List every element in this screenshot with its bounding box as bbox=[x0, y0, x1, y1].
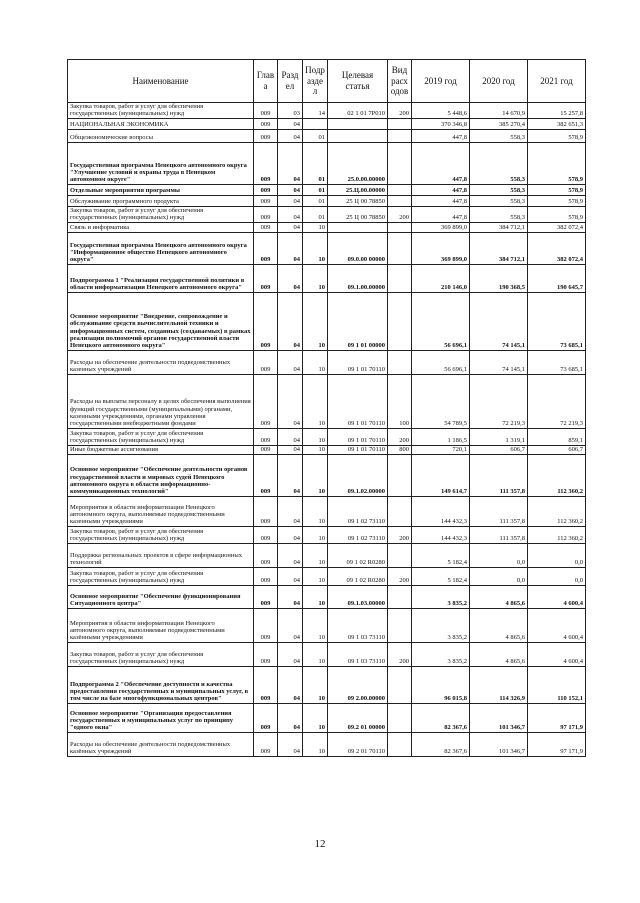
row-chapter: 009 bbox=[254, 496, 278, 526]
row-2019: 210 146,0 bbox=[412, 264, 470, 292]
table-row bbox=[68, 543, 586, 567]
row-2019: 149 614,7 bbox=[412, 454, 470, 496]
row-target-item: 09 1 03 73110 bbox=[328, 642, 388, 666]
row-expense-type bbox=[388, 496, 412, 526]
table-row bbox=[68, 496, 586, 526]
page-number: 12 bbox=[314, 838, 326, 850]
row-chapter: 009 bbox=[254, 526, 278, 543]
row-subsection: 10 bbox=[303, 374, 328, 428]
row-expense-type bbox=[388, 703, 412, 732]
row-target-item: 09.1.00.00000 bbox=[328, 264, 388, 292]
row-target-item: 09 1 02 73110 bbox=[328, 526, 388, 543]
table-row bbox=[68, 264, 586, 292]
row-2021: 112 360,2 bbox=[528, 496, 586, 526]
row-2020: 4 865,6 bbox=[470, 642, 528, 666]
row-name: Закупка товаров, работ и услуг для обеспечения государственных (муниципальных) нужд bbox=[68, 567, 254, 585]
row-chapter: 009 bbox=[254, 567, 278, 585]
row-target-item: 09 1 03 73110 bbox=[328, 608, 388, 642]
row-2020: 558,3 bbox=[470, 184, 528, 195]
row-2021: 72 219,3 bbox=[528, 374, 586, 428]
row-2019: 144 432,3 bbox=[412, 496, 470, 526]
row-expense-type bbox=[388, 184, 412, 195]
table-body bbox=[68, 103, 586, 757]
row-section: 04 bbox=[278, 496, 303, 526]
row-chapter: 009 bbox=[254, 374, 278, 428]
row-2019: 370 346,8 bbox=[412, 118, 470, 129]
row-2019: 369 899,0 bbox=[412, 222, 470, 232]
row-target-item: 09 1 02 R0280 bbox=[328, 567, 388, 585]
table-row bbox=[68, 129, 586, 142]
table-row bbox=[68, 428, 586, 445]
row-subsection: 01 bbox=[303, 129, 328, 142]
row-2019: 56 696,1 bbox=[412, 292, 470, 350]
row-target-item: 25 Ц 00 78850 bbox=[328, 195, 388, 206]
row-2019: 5 448,6 bbox=[412, 103, 470, 119]
row-expense-type: 200 bbox=[388, 428, 412, 445]
row-2019: 3 835,2 bbox=[412, 608, 470, 642]
row-2021: 15 257,8 bbox=[528, 103, 586, 119]
row-expense-type bbox=[388, 543, 412, 567]
row-chapter: 009 bbox=[254, 232, 278, 264]
row-chapter: 009 bbox=[254, 118, 278, 129]
row-target-item: 25 Ц 00 78850 bbox=[328, 206, 388, 222]
table-row bbox=[68, 567, 586, 585]
row-2021: 110 152,1 bbox=[528, 666, 586, 703]
row-2021: 859,1 bbox=[528, 428, 586, 445]
row-name: Общеэкономические вопросы bbox=[68, 129, 254, 142]
row-expense-type bbox=[388, 454, 412, 496]
row-section: 04 bbox=[278, 142, 303, 184]
row-subsection: 10 bbox=[303, 445, 328, 454]
row-name: Закупка товаров, работ и услуг для обеспечения государственных (муниципальных) нужд bbox=[68, 642, 254, 666]
row-section: 04 bbox=[278, 264, 303, 292]
table-row bbox=[68, 222, 586, 232]
row-name: Основное мероприятие "Обеспечение деятельности органов государственной власти и мировых судей Ненецкого автономного округа в области информационно-коммуникационных технологий" bbox=[68, 454, 254, 496]
row-2020: 4 865,6 bbox=[470, 608, 528, 642]
row-section: 04 bbox=[278, 454, 303, 496]
row-name: Расходы на обеспечение деятельности подведомственных казённых учреждений bbox=[68, 732, 254, 756]
row-subsection: 01 bbox=[303, 206, 328, 222]
row-expense-type bbox=[388, 350, 412, 374]
row-section: 04 bbox=[278, 118, 303, 129]
row-2020: 101 346,7 bbox=[470, 703, 528, 732]
row-chapter: 009 bbox=[254, 608, 278, 642]
row-section: 04 bbox=[278, 374, 303, 428]
row-expense-type bbox=[388, 118, 412, 129]
row-section: 04 bbox=[278, 642, 303, 666]
row-name: Государственная программа Ненецкого автономного округа "Информационное общество Ненецкого автономного округа" bbox=[68, 232, 254, 264]
table-row bbox=[68, 608, 586, 642]
row-2020: 72 219,3 bbox=[470, 374, 528, 428]
row-name: Отдельные мероприятия программы bbox=[68, 184, 254, 195]
table-row bbox=[68, 585, 586, 608]
row-subsection: 10 bbox=[303, 264, 328, 292]
row-target-item bbox=[328, 118, 388, 129]
row-target-item: 09 1 01 70110 bbox=[328, 374, 388, 428]
row-subsection: 10 bbox=[303, 454, 328, 496]
row-2019: 3 835,2 bbox=[412, 642, 470, 666]
row-subsection: 10 bbox=[303, 292, 328, 350]
row-section: 04 bbox=[278, 732, 303, 756]
row-2020: 111 357,8 bbox=[470, 496, 528, 526]
row-2020: 558,3 bbox=[470, 129, 528, 142]
row-name: Обслуживание программного продукта bbox=[68, 195, 254, 206]
row-expense-type bbox=[388, 232, 412, 264]
table-row bbox=[68, 292, 586, 350]
table-row bbox=[68, 142, 586, 184]
row-name: Закупка товаров, работ и услуг для обеспечения государственных (муниципальных) нужд bbox=[68, 103, 254, 119]
row-target-item: 09 2.00.00000 bbox=[328, 666, 388, 703]
row-subsection: 14 bbox=[303, 103, 328, 119]
row-target-item: 09 1 01 70110 bbox=[328, 428, 388, 445]
row-chapter: 009 bbox=[254, 350, 278, 374]
row-section: 04 bbox=[278, 585, 303, 608]
row-2019: 5 182,4 bbox=[412, 567, 470, 585]
row-section: 04 bbox=[278, 292, 303, 350]
row-name: Расходы на обеспечение деятельности подведомственных казенных учреждений bbox=[68, 350, 254, 374]
row-expense-type bbox=[388, 585, 412, 608]
row-expense-type bbox=[388, 732, 412, 756]
row-subsection: 01 bbox=[303, 142, 328, 184]
row-expense-type: 200 bbox=[388, 103, 412, 119]
row-section: 04 bbox=[278, 232, 303, 264]
row-subsection: 10 bbox=[303, 232, 328, 264]
row-target-item: 09.1.03.00000 bbox=[328, 585, 388, 608]
row-section: 04 bbox=[278, 184, 303, 195]
table-row bbox=[68, 374, 586, 428]
row-2021: 382 072,4 bbox=[528, 222, 586, 232]
row-name: Поддержка региональных проектов в сфере информационных технологий bbox=[68, 543, 254, 567]
row-chapter: 009 bbox=[254, 642, 278, 666]
row-2020: 4 865,6 bbox=[470, 585, 528, 608]
table-row bbox=[68, 454, 586, 496]
row-2021: 382 651,3 bbox=[528, 118, 586, 129]
row-2021: 73 685,1 bbox=[528, 350, 586, 374]
row-name: Мероприятия в области информатизации Ненецкого автономного округа, выполняемые подведомственными казенными учреждениями bbox=[68, 496, 254, 526]
header-2019: 2019 год bbox=[412, 60, 470, 103]
row-chapter: 009 bbox=[254, 292, 278, 350]
row-target-item bbox=[328, 222, 388, 232]
row-section: 04 bbox=[278, 129, 303, 142]
row-section: 04 bbox=[278, 350, 303, 374]
row-2019: 96 015,8 bbox=[412, 666, 470, 703]
row-2019: 56 696,1 bbox=[412, 350, 470, 374]
row-2021: 578,9 bbox=[528, 129, 586, 142]
row-2019: 82 367,6 bbox=[412, 703, 470, 732]
row-name: Подпрограмма 2 "Обеспечение доступности и качества предоставления государственных и муниципальных услуг, в том числе на базе многофункциональных центров" bbox=[68, 666, 254, 703]
header-expense-type: Вид расходов bbox=[388, 60, 412, 103]
row-chapter: 009 bbox=[254, 428, 278, 445]
row-name: Расходы на выплаты персоналу в целях обеспечения выполнения функций государственными (муниципальными) органами, казенными учреждениями, органами управления государственными внебюджетными фондами bbox=[68, 374, 254, 428]
row-name: Основное мероприятие "Внедрение, сопровождение и обслуживание средств вычислительной техники и информационных систем, созданных (создаваемых) в рамках реализации полномочий органов государственной власти Ненецкого автономного округа" bbox=[68, 292, 254, 350]
row-section: 04 bbox=[278, 206, 303, 222]
row-2020: 606,7 bbox=[470, 445, 528, 454]
row-name: Основное мероприятие "Организация предоставления государственных и муниципальных услуг по принципу "одного окна" bbox=[68, 703, 254, 732]
row-name: НАЦИОНАЛЬНАЯ ЭКОНОМИКА bbox=[68, 118, 254, 129]
row-chapter: 009 bbox=[254, 703, 278, 732]
row-2020: 558,3 bbox=[470, 206, 528, 222]
row-2019: 720,1 bbox=[412, 445, 470, 454]
row-expense-type bbox=[388, 264, 412, 292]
table-row bbox=[68, 350, 586, 374]
row-2020: 14 670,9 bbox=[470, 103, 528, 119]
row-expense-type bbox=[388, 142, 412, 184]
row-target-item: 09 1 01 70110 bbox=[328, 445, 388, 454]
row-expense-type bbox=[388, 666, 412, 703]
row-2020: 190 368,5 bbox=[470, 264, 528, 292]
header-subsection: Подраздел bbox=[303, 60, 328, 103]
row-section: 04 bbox=[278, 543, 303, 567]
row-2020: 111 357,8 bbox=[470, 526, 528, 543]
row-2019: 369 899,0 bbox=[412, 232, 470, 264]
row-2019: 5 182,4 bbox=[412, 543, 470, 567]
row-expense-type: 200 bbox=[388, 206, 412, 222]
row-chapter: 009 bbox=[254, 264, 278, 292]
row-chapter: 009 bbox=[254, 195, 278, 206]
row-2021: 97 171,9 bbox=[528, 732, 586, 756]
row-subsection: 10 bbox=[303, 703, 328, 732]
row-chapter: 009 bbox=[254, 585, 278, 608]
row-2019: 447,8 bbox=[412, 142, 470, 184]
table-row bbox=[68, 232, 586, 264]
row-chapter: 009 bbox=[254, 103, 278, 119]
row-2019: 1 186,5 bbox=[412, 428, 470, 445]
row-section: 04 bbox=[278, 445, 303, 454]
row-2020: 558,3 bbox=[470, 195, 528, 206]
row-chapter: 009 bbox=[254, 206, 278, 222]
row-target-item: 09 1 02 R0280 bbox=[328, 543, 388, 567]
row-name: Подпрограмма 1 "Реализация государственной политики в области информатизации Ненецкого автономного округа" bbox=[68, 264, 254, 292]
table-row bbox=[68, 642, 586, 666]
row-2019: 54 789,5 bbox=[412, 374, 470, 428]
row-target-item: 09 2 01 70110 bbox=[328, 732, 388, 756]
table-row bbox=[68, 445, 586, 454]
row-subsection: 10 bbox=[303, 496, 328, 526]
row-section: 04 bbox=[278, 195, 303, 206]
row-2020: 111 357,8 bbox=[470, 454, 528, 496]
row-target-item: 09.2 01 00000 bbox=[328, 703, 388, 732]
row-chapter: 009 bbox=[254, 732, 278, 756]
row-2021: 4 600,4 bbox=[528, 585, 586, 608]
row-expense-type: 200 bbox=[388, 526, 412, 543]
row-target-item: 09.1.02.00000 bbox=[328, 454, 388, 496]
row-2020: 114 326,9 bbox=[470, 666, 528, 703]
row-2021: 606,7 bbox=[528, 445, 586, 454]
row-target-item: 09 1 02 73110 bbox=[328, 496, 388, 526]
table-header-row bbox=[68, 60, 586, 103]
row-section: 04 bbox=[278, 222, 303, 232]
row-expense-type: 200 bbox=[388, 567, 412, 585]
row-2020: 384 712,1 bbox=[470, 222, 528, 232]
row-name: Закупка товаров, работ и услуг для обеспечения государственных (муниципальных) нужд bbox=[68, 206, 254, 222]
row-2020: 0,0 bbox=[470, 543, 528, 567]
row-2019: 3 835,2 bbox=[412, 585, 470, 608]
budget-table bbox=[67, 59, 586, 757]
row-name: Закупка товаров, работ и услуг для обеспечения государственных (муниципальных) нужд bbox=[68, 526, 254, 543]
row-2019: 447,8 bbox=[412, 206, 470, 222]
header-chapter: Глава bbox=[254, 60, 278, 103]
row-subsection bbox=[303, 118, 328, 129]
row-2021: 382 072,4 bbox=[528, 232, 586, 264]
row-name: Государственная программа Ненецкого автономного округа "Улучшение условий и охраны труда в Ненецком автономном округе" bbox=[68, 142, 254, 184]
header-2021: 2021 год bbox=[528, 60, 586, 103]
row-name: Мероприятия в области информатизации Ненецкого автономного округа, выполняемые подведомственными казёнными учреждениями bbox=[68, 608, 254, 642]
header-section: Раздел bbox=[278, 60, 303, 103]
row-target-item: 09.0.00 00000 bbox=[328, 232, 388, 264]
table-row bbox=[68, 103, 586, 119]
row-expense-type bbox=[388, 222, 412, 232]
row-chapter: 009 bbox=[254, 454, 278, 496]
row-target-item: 02 1 01 7Р010 bbox=[328, 103, 388, 119]
row-subsection: 10 bbox=[303, 222, 328, 232]
row-chapter: 009 bbox=[254, 184, 278, 195]
row-2019: 447,8 bbox=[412, 184, 470, 195]
row-chapter: 009 bbox=[254, 129, 278, 142]
table-row bbox=[68, 732, 586, 756]
row-chapter: 009 bbox=[254, 222, 278, 232]
row-2020: 558,3 bbox=[470, 142, 528, 184]
row-subsection: 10 bbox=[303, 567, 328, 585]
row-expense-type: 200 bbox=[388, 642, 412, 666]
row-2021: 73 685,1 bbox=[528, 292, 586, 350]
row-2021: 578,9 bbox=[528, 195, 586, 206]
row-name: Связь и информатика bbox=[68, 222, 254, 232]
row-subsection: 10 bbox=[303, 666, 328, 703]
row-section: 04 bbox=[278, 666, 303, 703]
row-name: Закупка товаров, работ и услуг для обеспечения государственных (муниципальных) нужд bbox=[68, 428, 254, 445]
row-2019: 82 367,6 bbox=[412, 732, 470, 756]
row-2021: 578,9 bbox=[528, 184, 586, 195]
row-2021: 190 645,7 bbox=[528, 264, 586, 292]
row-subsection: 10 bbox=[303, 585, 328, 608]
row-expense-type: 800 bbox=[388, 445, 412, 454]
row-target-item: 09 1 01 00000 bbox=[328, 292, 388, 350]
row-chapter: 009 bbox=[254, 666, 278, 703]
row-2021: 112 360,2 bbox=[528, 454, 586, 496]
row-2021: 578,9 bbox=[528, 142, 586, 184]
row-subsection: 10 bbox=[303, 428, 328, 445]
table-row bbox=[68, 195, 586, 206]
row-expense-type bbox=[388, 292, 412, 350]
row-section: 04 bbox=[278, 526, 303, 543]
row-section: 04 bbox=[278, 608, 303, 642]
row-name: Иные бюджетные ассигнования bbox=[68, 445, 254, 454]
row-expense-type bbox=[388, 608, 412, 642]
row-2020: 101 346,7 bbox=[470, 732, 528, 756]
row-target-item: 25.Ц.00.00000 bbox=[328, 184, 388, 195]
row-expense-type bbox=[388, 129, 412, 142]
row-subsection: 10 bbox=[303, 732, 328, 756]
row-2020: 384 712,1 bbox=[470, 232, 528, 264]
row-2020: 74 145,1 bbox=[470, 350, 528, 374]
row-subsection: 10 bbox=[303, 526, 328, 543]
row-2021: 578,9 bbox=[528, 206, 586, 222]
row-subsection: 10 bbox=[303, 642, 328, 666]
row-section: 03 bbox=[278, 103, 303, 119]
row-subsection: 10 bbox=[303, 350, 328, 374]
table-row bbox=[68, 118, 586, 129]
row-subsection: 10 bbox=[303, 608, 328, 642]
table-row bbox=[68, 526, 586, 543]
row-section: 04 bbox=[278, 567, 303, 585]
row-2021: 112 360,2 bbox=[528, 526, 586, 543]
header-target-item: Целевая статья bbox=[328, 60, 388, 103]
row-chapter: 009 bbox=[254, 142, 278, 184]
table-row bbox=[68, 184, 586, 195]
row-section: 04 bbox=[278, 428, 303, 445]
row-target-item: 25.0.00.00000 bbox=[328, 142, 388, 184]
row-2021: 0,0 bbox=[528, 567, 586, 585]
row-target-item bbox=[328, 129, 388, 142]
header-2020: 2020 год bbox=[470, 60, 528, 103]
row-2020: 385 270,4 bbox=[470, 118, 528, 129]
row-target-item: 09 1 01 70110 bbox=[328, 350, 388, 374]
row-subsection: 01 bbox=[303, 195, 328, 206]
row-subsection: 01 bbox=[303, 184, 328, 195]
row-2021: 4 600,4 bbox=[528, 642, 586, 666]
row-2020: 1 319,1 bbox=[470, 428, 528, 445]
row-2021: 0,0 bbox=[528, 543, 586, 567]
table-row bbox=[68, 666, 586, 703]
header-name: Наименование bbox=[68, 60, 254, 103]
row-expense-type: 100 bbox=[388, 374, 412, 428]
row-2019: 447,8 bbox=[412, 195, 470, 206]
row-2019: 144 432,3 bbox=[412, 526, 470, 543]
row-chapter: 009 bbox=[254, 543, 278, 567]
table-row bbox=[68, 703, 586, 732]
row-2021: 97 171,9 bbox=[528, 703, 586, 732]
row-section: 04 bbox=[278, 703, 303, 732]
row-2020: 0,0 bbox=[470, 567, 528, 585]
row-subsection: 10 bbox=[303, 543, 328, 567]
row-2019: 447,8 bbox=[412, 129, 470, 142]
row-expense-type bbox=[388, 195, 412, 206]
table-row bbox=[68, 206, 586, 222]
row-chapter: 009 bbox=[254, 445, 278, 454]
row-2021: 4 600,4 bbox=[528, 608, 586, 642]
row-2020: 74 145,1 bbox=[470, 292, 528, 350]
row-name: Основное мероприятие "Обеспечение функционирования Ситуационного центра" bbox=[68, 585, 254, 608]
